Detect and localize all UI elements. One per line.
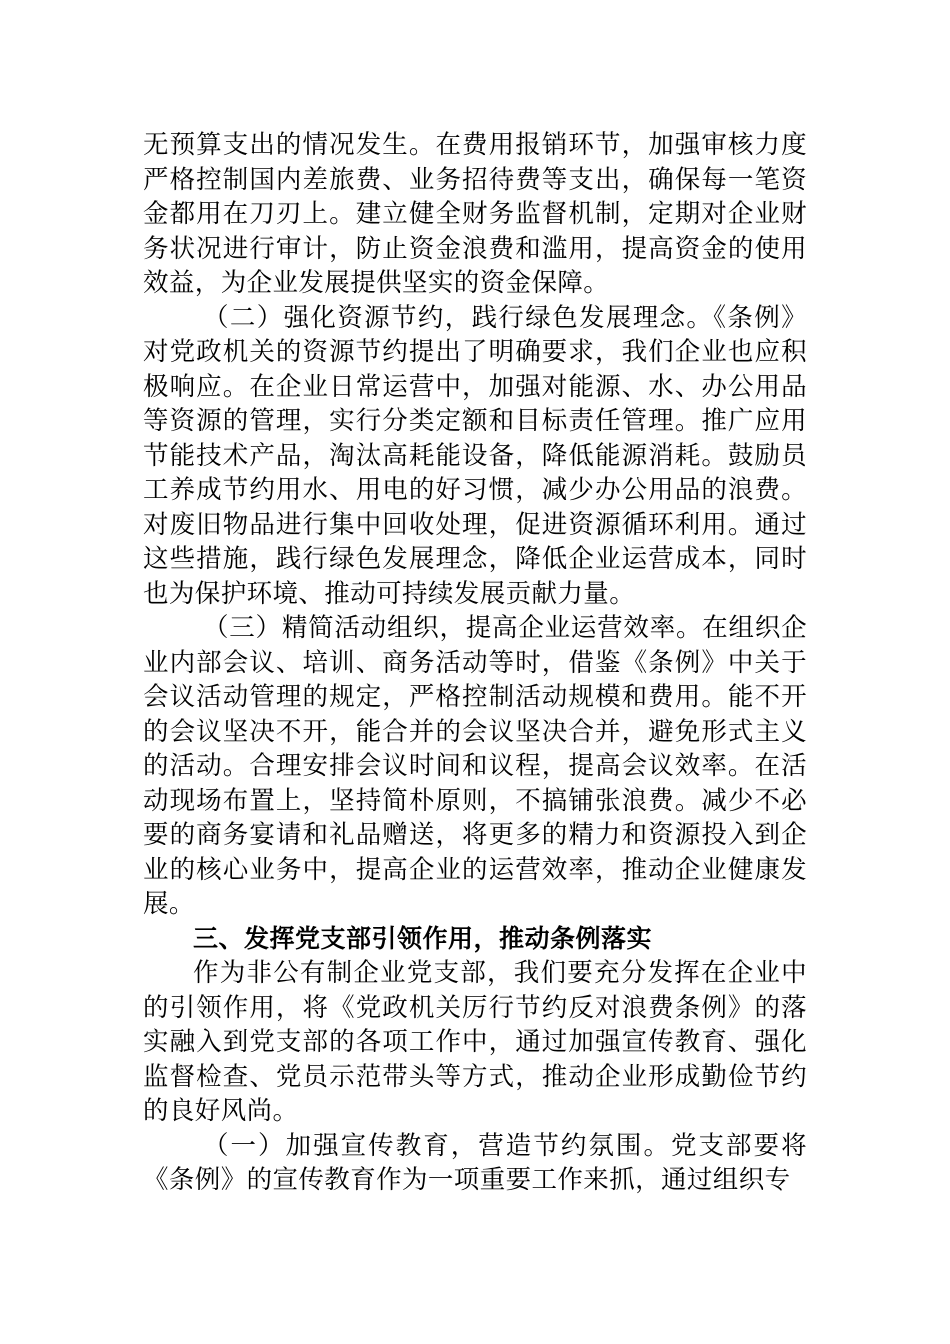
paragraph-publicity-education: （一）加强宣传教育，营造节约氛围。党支部要将《条例》的宣传教育作为一项重要工作来抓，通过组织专 xyxy=(143,1130,807,1195)
section-heading-party-branch: 三、发挥党支部引领作用，推动条例落实 xyxy=(193,923,653,953)
paragraph-party-branch-intro: 作为非公有制企业党支部，我们要充分发挥在企业中的引领作用，将《党政机关厉行节约反对浪费条例》的落实融入到党支部的各项工作中，通过加强宣传教育、强化监督检查、党员示范带头等方式，推动企业形成勤俭节约的良好风尚。 xyxy=(143,958,807,1126)
paragraph-budget-control: 无预算支出的情况发生。在费用报销环节，加强审核力度严格控制国内差旅费、业务招待费等支出，确保每一笔资金都用在刀刃上。建立健全财务监督机制，定期对企业财务状况进行审计，防止资金浪费和滥用，提高资金的使用效益，为企业发展提供坚实的资金保障。 xyxy=(143,130,807,298)
paragraph-resource-saving: （二）强化资源节约，践行绿色发展理念。《条例》对党政机关的资源节约提出了明确要求，我们企业也应积极响应。在企业日常运营中，加强对能源、水、办公用品等资源的管理，实行分类定额和目标责任管理。推广应用节能技术产品，淘汰高耗能设备，降低能源消耗。鼓励员工养成节约用水、用电的好习惯，减少办公用品的浪费。对废旧物品进行集中回收处理，促进资源循环利用。通过这些措施，践行绿色发展理念，降低企业运营成本，同时也为保护环境、推动可持续发展贡献力量。 xyxy=(143,302,807,609)
paragraph-activity-streamlining: （三）精简活动组织，提高企业运营效率。在组织企业内部会议、培训、商务活动等时，借鉴《条例》中关于会议活动管理的规定，严格控制活动规模和费用。能不开的会议坚决不开，能合并的会议坚决合并，避免形式主义的活动。合理安排会议时间和议程，提高会议效率。在活动现场布置上，坚持简朴原则，不搞铺张浪费。减少不必要的商务宴请和礼品赠送，将更多的精力和资源投入到企业的核心业务中，提高企业的运营效率，推动企业健康发展。 xyxy=(143,613,807,919)
document-page xyxy=(143,128,807,1198)
